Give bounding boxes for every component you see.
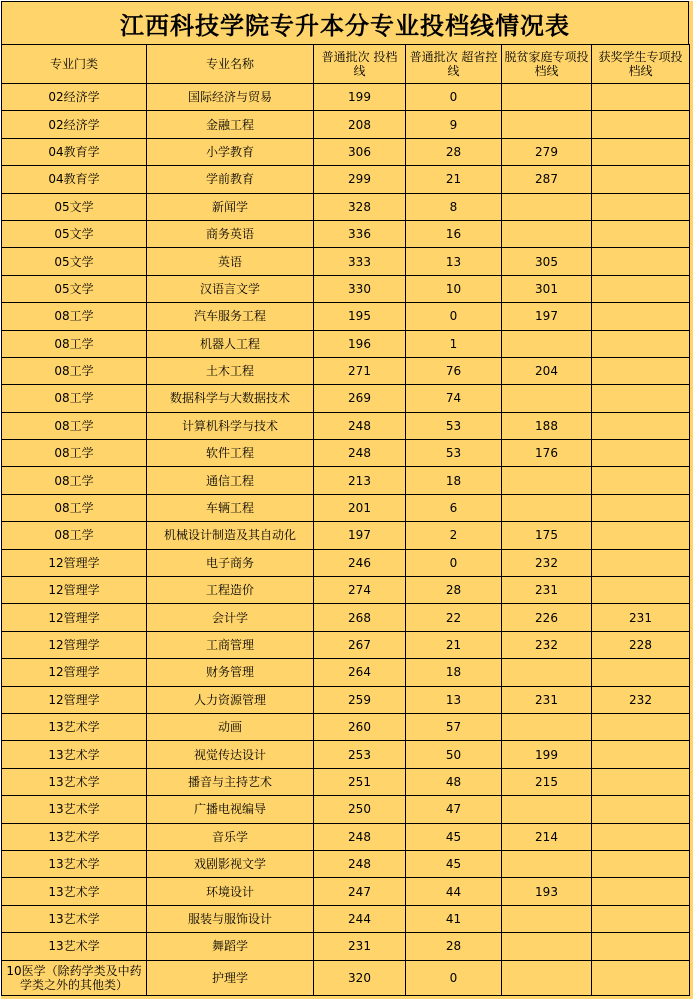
cell-major: 数据科学与大数据技术	[147, 385, 314, 412]
cell-award-special: 232	[592, 686, 690, 713]
table-row	[2, 440, 690, 467]
cell-poverty-special: 287	[502, 166, 592, 193]
cell-poverty-special: 231	[502, 686, 592, 713]
cell-category: 08工学	[2, 440, 147, 467]
cell-above-control: 0	[406, 549, 502, 576]
table-row	[2, 412, 690, 439]
cell-regular-score: 267	[314, 631, 406, 658]
cell-award-special	[592, 659, 690, 686]
header-major: 专业名称	[147, 45, 314, 84]
table-header	[2, 45, 690, 84]
table-row	[2, 631, 690, 658]
cell-above-control: 41	[406, 905, 502, 932]
cell-above-control: 9	[406, 111, 502, 138]
cell-major: 环境设计	[147, 878, 314, 905]
cell-major: 舞蹈学	[147, 933, 314, 960]
cell-category: 13艺术学	[2, 796, 147, 823]
table-row	[2, 494, 690, 521]
cell-poverty-special: 175	[502, 522, 592, 549]
cell-above-control: 45	[406, 823, 502, 850]
cell-regular-score: 306	[314, 138, 406, 165]
table-row	[2, 166, 690, 193]
header-category: 专业门类	[2, 45, 147, 84]
cell-above-control: 53	[406, 440, 502, 467]
cell-poverty-special	[502, 796, 592, 823]
cell-above-control: 6	[406, 494, 502, 521]
cell-above-control: 13	[406, 248, 502, 275]
cell-regular-score: 336	[314, 220, 406, 247]
cell-poverty-special: 214	[502, 823, 592, 850]
cell-above-control: 16	[406, 220, 502, 247]
cell-award-special	[592, 330, 690, 357]
cell-poverty-special	[502, 905, 592, 932]
cell-award-special	[592, 357, 690, 384]
cell-award-special	[592, 385, 690, 412]
cell-poverty-special: 204	[502, 357, 592, 384]
table-row	[2, 275, 690, 302]
cell-poverty-special: 188	[502, 412, 592, 439]
cell-category: 08工学	[2, 412, 147, 439]
cell-category: 12管理学	[2, 686, 147, 713]
cell-above-control: 0	[406, 303, 502, 330]
cell-major: 汉语言文学	[147, 275, 314, 302]
table-row	[2, 522, 690, 549]
cell-poverty-special	[502, 193, 592, 220]
table-row	[2, 193, 690, 220]
table-row	[2, 111, 690, 138]
score-table	[1, 44, 690, 996]
table-row	[2, 878, 690, 905]
cell-award-special	[592, 111, 690, 138]
cell-poverty-special: 215	[502, 768, 592, 795]
cell-regular-score: 260	[314, 713, 406, 740]
table-row	[2, 686, 690, 713]
cell-major: 会计学	[147, 604, 314, 631]
cell-above-control: 18	[406, 659, 502, 686]
cell-above-control: 8	[406, 193, 502, 220]
cell-above-control: 76	[406, 357, 502, 384]
cell-poverty-special: 231	[502, 577, 592, 604]
table-row	[2, 960, 690, 995]
cell-regular-score: 231	[314, 933, 406, 960]
cell-regular-score: 196	[314, 330, 406, 357]
table-row	[2, 713, 690, 740]
cell-major: 通信工程	[147, 467, 314, 494]
cell-above-control: 47	[406, 796, 502, 823]
cell-regular-score: 251	[314, 768, 406, 795]
table-row	[2, 330, 690, 357]
cell-award-special	[592, 303, 690, 330]
cell-above-control: 44	[406, 878, 502, 905]
cell-award-special	[592, 850, 690, 877]
table-row	[2, 138, 690, 165]
cell-regular-score: 248	[314, 440, 406, 467]
cell-regular-score: 199	[314, 84, 406, 111]
cell-major: 音乐学	[147, 823, 314, 850]
cell-major: 工商管理	[147, 631, 314, 658]
cell-above-control: 48	[406, 768, 502, 795]
table-row	[2, 549, 690, 576]
cell-major: 商务英语	[147, 220, 314, 247]
table-row	[2, 385, 690, 412]
table-row	[2, 796, 690, 823]
table-row	[2, 84, 690, 111]
cell-category: 08工学	[2, 494, 147, 521]
cell-poverty-special: 197	[502, 303, 592, 330]
cell-category: 02经济学	[2, 84, 147, 111]
cell-category: 13艺术学	[2, 741, 147, 768]
cell-award-special	[592, 960, 690, 995]
cell-poverty-special: 305	[502, 248, 592, 275]
cell-regular-score: 248	[314, 823, 406, 850]
cell-award-special	[592, 138, 690, 165]
cell-poverty-special	[502, 933, 592, 960]
cell-category: 08工学	[2, 303, 147, 330]
cell-major: 视觉传达设计	[147, 741, 314, 768]
cell-poverty-special	[502, 220, 592, 247]
cell-above-control: 0	[406, 84, 502, 111]
cell-category: 12管理学	[2, 604, 147, 631]
cell-category: 02经济学	[2, 111, 147, 138]
cell-major: 软件工程	[147, 440, 314, 467]
table-row	[2, 850, 690, 877]
cell-regular-score: 269	[314, 385, 406, 412]
cell-above-control: 57	[406, 713, 502, 740]
cell-award-special	[592, 248, 690, 275]
cell-poverty-special	[502, 850, 592, 877]
cell-category: 12管理学	[2, 631, 147, 658]
table-row	[2, 577, 690, 604]
cell-category: 12管理学	[2, 659, 147, 686]
table-row	[2, 659, 690, 686]
cell-major: 汽车服务工程	[147, 303, 314, 330]
cell-above-control: 45	[406, 850, 502, 877]
cell-above-control: 50	[406, 741, 502, 768]
cell-poverty-special: 226	[502, 604, 592, 631]
cell-regular-score: 259	[314, 686, 406, 713]
cell-poverty-special	[502, 111, 592, 138]
cell-above-control: 28	[406, 577, 502, 604]
cell-award-special	[592, 768, 690, 795]
cell-above-control: 28	[406, 933, 502, 960]
cell-award-special	[592, 522, 690, 549]
cell-category: 13艺术学	[2, 713, 147, 740]
header-above-control: 普通批次 超省控线	[406, 45, 502, 84]
cell-award-special	[592, 193, 690, 220]
cell-category: 05文学	[2, 275, 147, 302]
cell-award-special	[592, 84, 690, 111]
cell-award-special	[592, 878, 690, 905]
table-row	[2, 467, 690, 494]
cell-major: 金融工程	[147, 111, 314, 138]
cell-award-special	[592, 796, 690, 823]
cell-major: 电子商务	[147, 549, 314, 576]
cell-above-control: 28	[406, 138, 502, 165]
cell-award-special	[592, 166, 690, 193]
cell-award-special	[592, 577, 690, 604]
cell-above-control: 0	[406, 960, 502, 995]
header-award-special: 获奖学生专项投档线	[592, 45, 690, 84]
table-row	[2, 303, 690, 330]
cell-major: 车辆工程	[147, 494, 314, 521]
cell-above-control: 18	[406, 467, 502, 494]
cell-above-control: 53	[406, 412, 502, 439]
cell-award-special: 231	[592, 604, 690, 631]
cell-above-control: 21	[406, 166, 502, 193]
cell-regular-score: 320	[314, 960, 406, 995]
cell-poverty-special: 279	[502, 138, 592, 165]
cell-regular-score: 201	[314, 494, 406, 521]
admission-score-sheet	[1, 1, 693, 999]
cell-poverty-special: 176	[502, 440, 592, 467]
cell-category: 05文学	[2, 248, 147, 275]
table-row	[2, 741, 690, 768]
table-body	[2, 84, 690, 996]
cell-poverty-special	[502, 659, 592, 686]
cell-regular-score: 248	[314, 850, 406, 877]
cell-major: 财务管理	[147, 659, 314, 686]
cell-regular-score: 328	[314, 193, 406, 220]
sheet-title: 江西科技学院专升本分专业投档线情况表	[1, 1, 689, 44]
cell-poverty-special	[502, 467, 592, 494]
cell-major: 动画	[147, 713, 314, 740]
cell-category: 13艺术学	[2, 933, 147, 960]
cell-poverty-special	[502, 330, 592, 357]
table-row	[2, 823, 690, 850]
table-row	[2, 248, 690, 275]
cell-regular-score: 197	[314, 522, 406, 549]
cell-major: 护理学	[147, 960, 314, 995]
cell-regular-score: 244	[314, 905, 406, 932]
cell-category: 05文学	[2, 220, 147, 247]
cell-award-special	[592, 467, 690, 494]
cell-award-special	[592, 933, 690, 960]
table-row	[2, 768, 690, 795]
cell-major: 小学教育	[147, 138, 314, 165]
cell-award-special	[592, 713, 690, 740]
cell-poverty-special	[502, 494, 592, 521]
cell-regular-score: 274	[314, 577, 406, 604]
cell-category: 04教育学	[2, 166, 147, 193]
cell-above-control: 1	[406, 330, 502, 357]
cell-regular-score: 264	[314, 659, 406, 686]
cell-regular-score: 250	[314, 796, 406, 823]
cell-category: 13艺术学	[2, 768, 147, 795]
cell-major: 播音与主持艺术	[147, 768, 314, 795]
cell-award-special	[592, 549, 690, 576]
cell-regular-score: 246	[314, 549, 406, 576]
cell-category: 04教育学	[2, 138, 147, 165]
cell-major: 人力资源管理	[147, 686, 314, 713]
cell-major: 学前教育	[147, 166, 314, 193]
cell-major: 新闻学	[147, 193, 314, 220]
cell-category: 13艺术学	[2, 878, 147, 905]
header-poverty-special: 脱贫家庭专项投档线	[502, 45, 592, 84]
table-row	[2, 357, 690, 384]
cell-regular-score: 195	[314, 303, 406, 330]
cell-poverty-special	[502, 960, 592, 995]
header-regular-score: 普通批次 投档线	[314, 45, 406, 84]
table-row	[2, 220, 690, 247]
cell-poverty-special: 301	[502, 275, 592, 302]
cell-poverty-special: 199	[502, 741, 592, 768]
cell-poverty-special	[502, 84, 592, 111]
table-row	[2, 604, 690, 631]
cell-category: 12管理学	[2, 549, 147, 576]
cell-award-special	[592, 412, 690, 439]
cell-category: 13艺术学	[2, 850, 147, 877]
table-row	[2, 933, 690, 960]
cell-award-special	[592, 275, 690, 302]
cell-regular-score: 271	[314, 357, 406, 384]
cell-award-special	[592, 905, 690, 932]
cell-poverty-special: 232	[502, 549, 592, 576]
cell-regular-score: 213	[314, 467, 406, 494]
cell-major: 机械设计制造及其自动化	[147, 522, 314, 549]
cell-regular-score: 299	[314, 166, 406, 193]
cell-regular-score: 208	[314, 111, 406, 138]
cell-award-special	[592, 494, 690, 521]
table-row	[2, 905, 690, 932]
cell-regular-score: 330	[314, 275, 406, 302]
cell-regular-score: 248	[314, 412, 406, 439]
cell-above-control: 21	[406, 631, 502, 658]
cell-above-control: 2	[406, 522, 502, 549]
cell-major: 土木工程	[147, 357, 314, 384]
cell-poverty-special: 193	[502, 878, 592, 905]
cell-major: 国际经济与贸易	[147, 84, 314, 111]
cell-category: 10医学（除药学类及中药学类之外的其他类）	[2, 960, 147, 995]
cell-major: 英语	[147, 248, 314, 275]
cell-above-control: 10	[406, 275, 502, 302]
cell-poverty-special: 232	[502, 631, 592, 658]
cell-category: 08工学	[2, 522, 147, 549]
cell-award-special	[592, 823, 690, 850]
cell-major: 工程造价	[147, 577, 314, 604]
cell-major: 服装与服饰设计	[147, 905, 314, 932]
cell-award-special	[592, 220, 690, 247]
cell-poverty-special	[502, 385, 592, 412]
cell-regular-score: 268	[314, 604, 406, 631]
cell-category: 13艺术学	[2, 905, 147, 932]
cell-category: 08工学	[2, 357, 147, 384]
cell-category: 12管理学	[2, 577, 147, 604]
cell-category: 13艺术学	[2, 823, 147, 850]
cell-major: 戏剧影视文学	[147, 850, 314, 877]
cell-category: 08工学	[2, 330, 147, 357]
cell-major: 计算机科学与技术	[147, 412, 314, 439]
cell-award-special	[592, 440, 690, 467]
cell-category: 08工学	[2, 385, 147, 412]
cell-regular-score: 247	[314, 878, 406, 905]
cell-award-special: 228	[592, 631, 690, 658]
cell-major: 广播电视编导	[147, 796, 314, 823]
cell-poverty-special	[502, 713, 592, 740]
cell-award-special	[592, 741, 690, 768]
cell-category: 08工学	[2, 467, 147, 494]
cell-major: 机器人工程	[147, 330, 314, 357]
cell-regular-score: 333	[314, 248, 406, 275]
cell-category: 05文学	[2, 193, 147, 220]
cell-above-control: 13	[406, 686, 502, 713]
cell-above-control: 74	[406, 385, 502, 412]
cell-above-control: 22	[406, 604, 502, 631]
header-row	[2, 45, 690, 84]
cell-regular-score: 253	[314, 741, 406, 768]
